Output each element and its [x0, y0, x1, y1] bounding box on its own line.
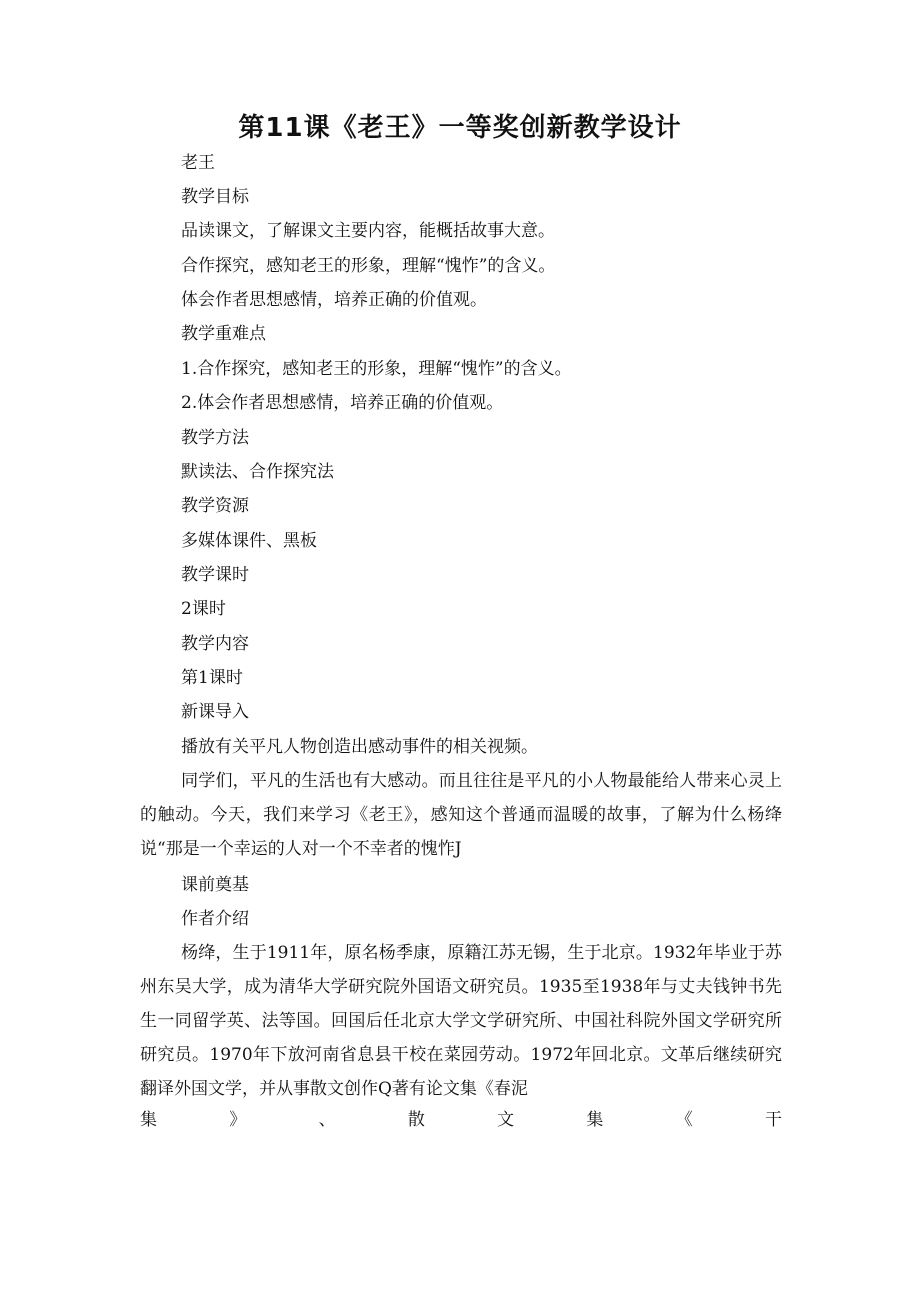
goal-item-3: 体会作者思想感情，培养正确的价值观。 — [181, 290, 487, 310]
document-title: 第11课《老王》一等奖创新教学设计 — [238, 113, 682, 143]
lesson-1-heading: 第1课时 — [181, 668, 243, 688]
heading-class-hours: 教学课时 — [181, 565, 249, 585]
heading-lao-wang: 老王 — [181, 153, 215, 173]
teaching-methods: 默读法、合作探究法 — [181, 462, 334, 482]
author-paragraph-text: 杨绛，生于1911年，原名杨季康，原籍江苏无锡，生于北京。1932年毕业于苏州东吴大学，成为清华大学研究院外国语文研究员。1935至1938年与丈夫钱钟书先生一同留学英、法等国。回国后任北京大学文学研究所、中国社科院外国文学研究所研究员。1970年下放河南省息县干校在菜园劳动。1972年回北京。文革后继续研究翻译外国文学，并从事散文创作Q著有论文集《春泥 — [140, 943, 782, 1099]
teaching-resources: 多媒体课件、黑板 — [181, 531, 317, 551]
heading-teaching-content: 教学内容 — [181, 634, 249, 654]
char-1: 集 — [140, 1110, 157, 1130]
heading-author-intro: 作者介绍 — [181, 909, 249, 929]
char-6: 集 — [586, 1110, 604, 1130]
char-4: 散 — [407, 1110, 425, 1130]
char-5: 文 — [497, 1110, 515, 1130]
intro-paragraph-text: 同学们，平凡的生活也有大感动。而且往往是平凡的小人物最能给人带来心灵上的触动。今天，我们来学习《老王》，感知这个普通而温暖的故事，了解为什么杨绛说“那是一个幸运的人对一个不幸者的愧怍J — [140, 771, 782, 859]
key-point-1: 1.合作探究，感知老王的形象，理解“愧怍”的含义。 — [181, 359, 572, 379]
intro-paragraph — [140, 764, 782, 866]
goal-item-2: 合作探究，感知老王的形象，理解“愧怍”的含义。 — [181, 256, 556, 276]
heading-teaching-goals: 教学目标 — [181, 187, 249, 207]
char-2: 》 — [229, 1110, 247, 1130]
class-hours: 2课时 — [181, 599, 226, 619]
justified-last-line — [140, 1108, 782, 1132]
char-3: 、 — [318, 1110, 336, 1130]
key-point-2: 2.体会作者思想感情，培养正确的价值观。 — [181, 393, 504, 413]
heading-teaching-methods: 教学方法 — [181, 428, 249, 448]
goal-item-1: 品读课文，了解课文主要内容，能概括故事大意。 — [181, 221, 555, 241]
intro-video-line: 播放有关平凡人物创造出感动事件的相关视频。 — [181, 737, 538, 757]
heading-new-lesson-intro: 新课导入 — [181, 702, 249, 722]
char-8: 干 — [764, 1110, 782, 1130]
heading-pre-class: 课前奠基 — [181, 875, 249, 895]
heading-key-points: 教学重难点 — [181, 324, 266, 344]
heading-teaching-resources: 教学资源 — [181, 496, 249, 516]
author-paragraph — [140, 936, 782, 1106]
char-7: 《 — [675, 1110, 693, 1130]
